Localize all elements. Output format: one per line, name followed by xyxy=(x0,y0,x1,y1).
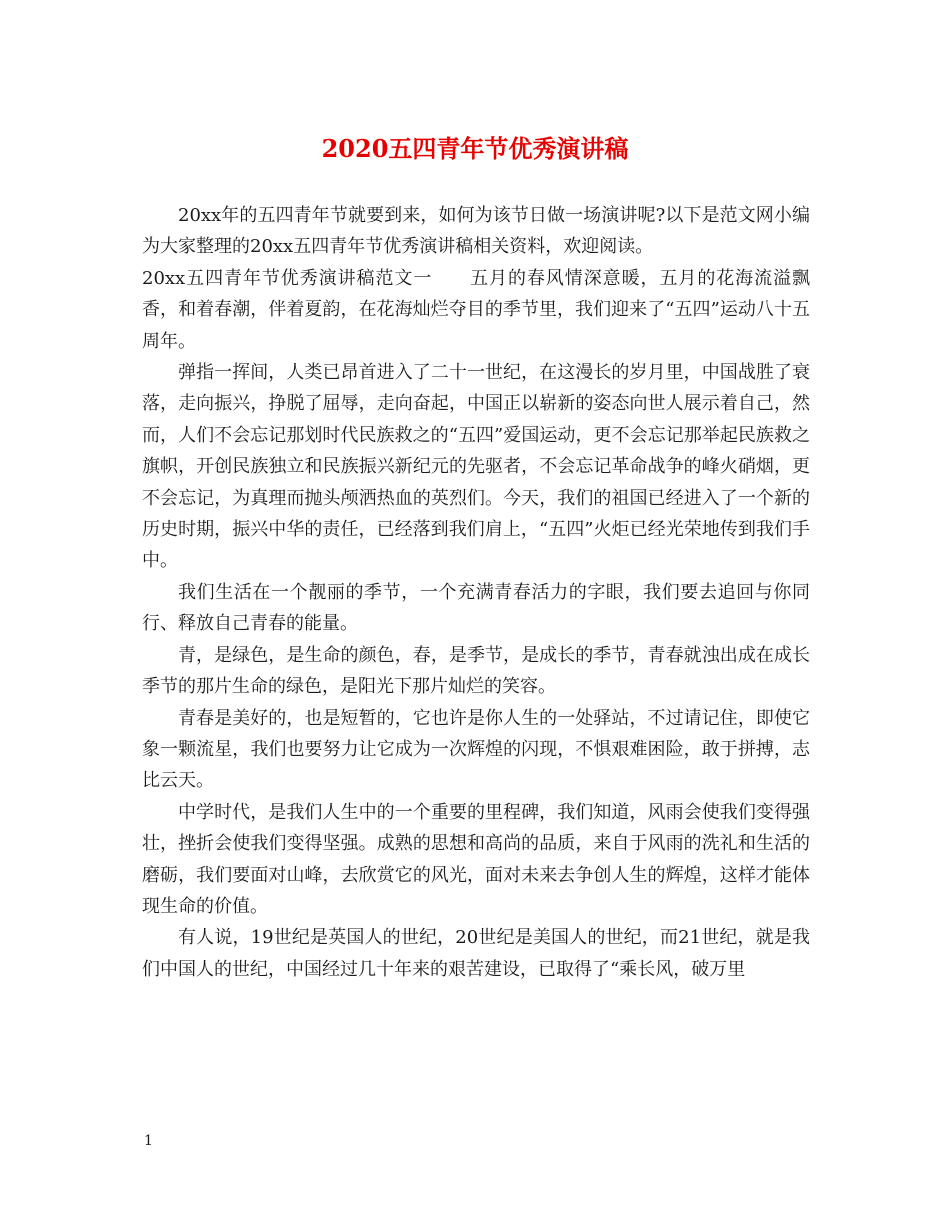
document-body xyxy=(142,200,810,985)
paragraph-intro: 20xx年的五四青年节就要到来，如何为该节日做一场演讲呢?以下是范文网小编为大家整理的20xx五四青年节优秀演讲稿相关资料，欢迎阅读。 xyxy=(142,205,810,258)
paragraph-youth: 青春是美好的，也是短暂的，它也许是你人生的一处驿站，不过请记住，即使它象一颗流星，我们也要努力让它成为一次辉煌的闪现，不惧艰难困险，敢于拼搏，志比云天。 xyxy=(142,707,810,792)
document-title: 2020五四青年节优秀演讲稿 xyxy=(321,134,629,163)
paragraph-history: 弹指一挥间，人类已昂首进入了二十一世纪，在这漫长的岁月里，中国战胜了衰落，走向振兴，挣脱了屈辱，走向奋起，中国正以崭新的姿态向世人展示着自己，然而，人们不会忘记那划时代民族救之的“五四”爱国运动，更不会忘记那举起民族救之旗帜，开创民族独立和民族振兴新纪元的先驱者，不会忘记革命战争的峰火硝烟，更不会忘记，为真理而抛头颅洒热血的英烈们。今天，我们的祖国已经进入了一个新的历史时期，振兴中华的责任，已经落到我们肩上，“五四”火炬已经光荣地传到我们手中。 xyxy=(142,362,810,572)
paragraph-century: 有人说，19世纪是英国人的世纪，20世纪是美国人的世纪，而21世纪，就是我们中国人的世纪，中国经过几十年来的艰苦建设，已取得了“乘长风，破万里 xyxy=(142,927,810,980)
paragraph-green: 青，是绿色，是生命的颜色，春，是季节，是成长的季节，青春就浊出成在成长季节的那片生命的绿色，是阳光下那片灿烂的笑容。 xyxy=(142,644,810,698)
paragraph-season: 我们生活在一个靓丽的季节，一个充满青春活力的字眼，我们要去追回与你同行、释放自己青春的能量。 xyxy=(142,581,810,635)
page-number: 1 xyxy=(144,1133,153,1149)
paragraph-middle-school: 中学时代，是我们人生中的一个重要的里程碑，我们知道，风雨会使我们变得强壮，挫折会使我们变得坚强。成熟的思想和高尚的品质，来自于风雨的洗礼和生活的磨砺，我们要面对山峰，去欣赏它的风光，面对未来去争创人生的辉煌，这样才能体现生命的价值。 xyxy=(142,801,810,917)
paragraph-sample-one-opening: 20xx五四青年节优秀演讲稿范文一 五月的春风情深意暖，五月的花海流溢飘香，和着春潮，伴着夏韵，在花海灿烂夺目的季节里，我们迎来了“五四”运动八十五周年。 xyxy=(142,267,810,352)
